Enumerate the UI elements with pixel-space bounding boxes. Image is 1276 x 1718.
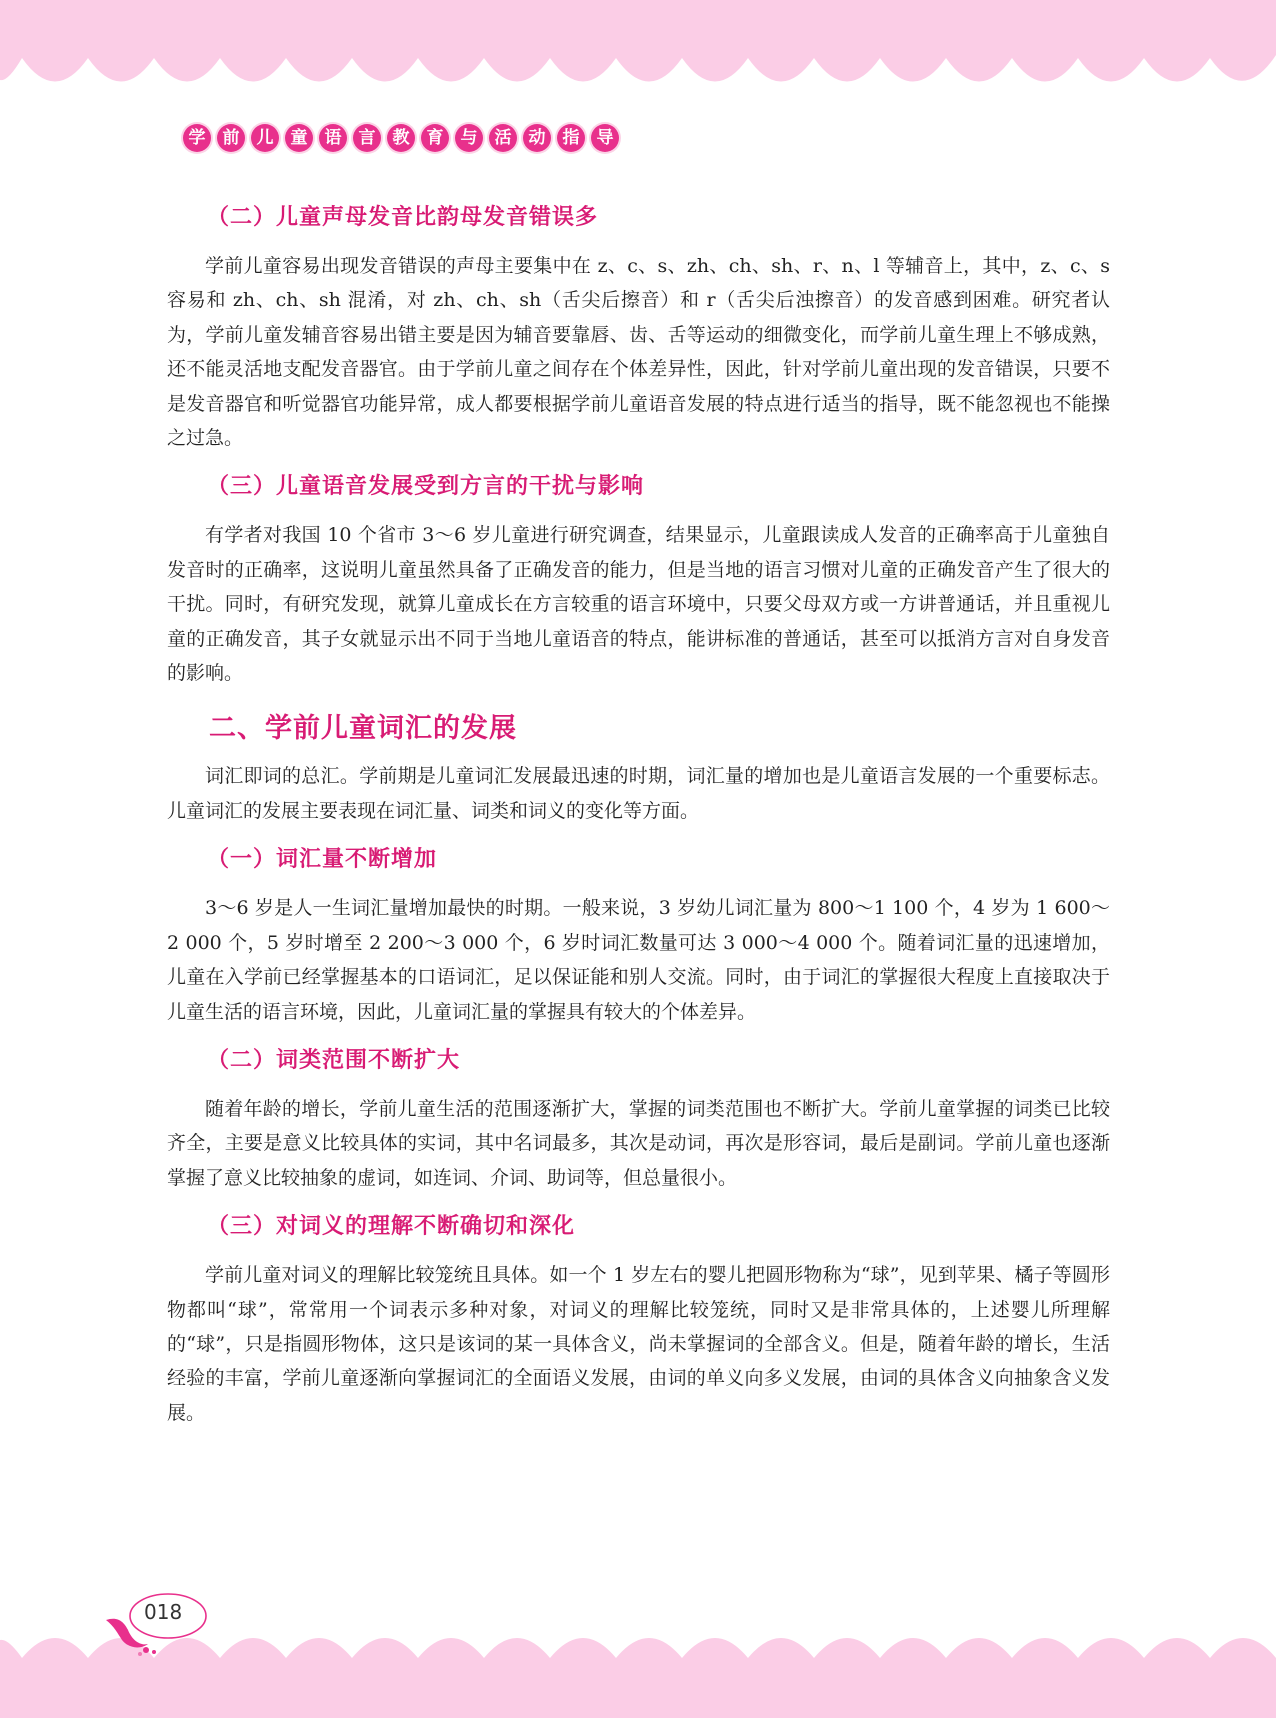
body-paragraph: 有学者对我国 10 个省市 3～6 岁儿童进行研究调查，结果显示，儿童跟读成人发音的正确率高于儿童独自发音时的正确率，这说明儿童虽然具备了正确发音的能力，但是当地的语言习惯对儿童的正确发音产生了很大的干扰。同时，有研究发现，就算儿童成长在方言较重的语言环境中，只要父母双方或一方讲普通话，并且重视儿童的正确发音，其子女就显示出不同于当地儿童语音的特点，能讲标准的普通话，甚至可以抵消方言对自身发音的影响。: [167, 524, 1110, 685]
flower-dot: [138, 1652, 142, 1656]
title-char: 教: [387, 124, 415, 152]
body-paragraph: 学前儿童容易出现发音错误的声母主要集中在 z、c、s、zh、ch、sh、r、n、l 等辅音上，其中，z、c、s 容易和 zh、ch、sh 混淆，对 zh、ch、sh（舌尖后擦音）和 r（舌尖后浊擦音）的发音感到困难。研究者认为，学前儿童发辅音容易出错主要是因为辅音要靠唇、齿、舌等运动的细微变化，而学前儿童生理上不够成熟，还不能灵活地支配发音器官。由于学前儿童之间存在个体差异性，因此，针对学前儿童出现的发音错误，只要不是发音器官和听觉器官功能异常，成人都要根据学前儿童语音发展的特点进行适当的指导，既不能忽视也不能操之过急。: [167, 255, 1110, 450]
page-number-badge: [100, 1590, 210, 1660]
top-decorative-band: [0, 0, 1276, 105]
body-paragraph: 词汇即词的总汇。学前期是儿童词汇发展最迅速的时期，词汇量的增加也是儿童语言发展的一个重要标志。儿童词汇的发展主要表现在词汇量、词类和词义的变化等方面。: [167, 765, 1110, 822]
title-char: 动: [523, 124, 551, 152]
section-heading: （三）儿童语音发展受到方言的干扰与影响: [207, 474, 645, 500]
bird-body: [106, 1619, 148, 1648]
title-char: 童: [285, 124, 313, 152]
page-content: [167, 200, 1110, 1444]
title-char: 言: [353, 124, 381, 152]
section-heading: （二）儿童声母发音比韵母发音错误多: [207, 205, 599, 230]
title-char: 导: [591, 124, 619, 152]
title-char: 儿: [251, 124, 279, 152]
title-char: 活: [489, 124, 517, 152]
title-char: 指: [557, 124, 585, 152]
title-char: 语: [319, 124, 347, 152]
section-heading: （二）词类范围不断扩大: [207, 1047, 461, 1073]
title-char: 前: [217, 124, 245, 152]
chapter-heading: 二、学前儿童词汇的发展: [209, 713, 517, 745]
section-heading: （三）对词义的理解不断确切和深化: [207, 1214, 576, 1240]
top-scallop-shape: [0, 0, 1276, 82]
page-number: 018: [144, 1600, 183, 1624]
body-paragraph: 随着年龄的增长，学前儿童生活的范围逐渐扩大，掌握的词类范围也不断扩大。学前儿童掌握的词类已比较齐全，主要是意义比较具体的实词，其中名词最多，其次是动词，再次是形容词，最后是副词。学前儿童也逐渐掌握了意义比较抽象的虚词，如连词、介词、助词等，但总量很小。: [167, 1097, 1110, 1189]
book-title-header: [183, 124, 619, 152]
title-char: 与: [455, 124, 483, 152]
body-paragraph: 学前儿童对词义的理解比较笼统且具体。如一个 1 岁左右的婴儿把圆形物称为“球”，见到苹果、橘子等圆形物都叫“球”，常常用一个词表示多种对象，对词义的理解比较笼统，同时又是非常具体的，上述婴儿所理解的“球”，只是指圆形物体，这只是该词的某一具体含义，尚未掌握词的全部含义。但是，随着年龄的增长，生活经验的丰富，学前儿童逐渐向掌握词汇的全面语义发展，由词的单义向多义发展，由词的具体含义向抽象含义发展。: [167, 1264, 1110, 1424]
flower-dot: [143, 1647, 149, 1653]
title-char: 学: [183, 124, 211, 152]
section-heading: （一）词汇量不断增加: [207, 847, 438, 873]
title-char: 育: [421, 124, 449, 152]
flower-dot: [152, 1650, 156, 1654]
body-paragraph: 3～6 岁是人一生词汇量增加最快的时期。一般来说，3 岁幼儿词汇量为 800～1 100 个，4 岁为 1 600～2 000 个，5 岁时增至 2 200～3 000 个，6 岁时词汇数量可达 3 000～4 000 个。随着词汇量的迅速增加，儿童在入学前已经掌握基本的口语词汇，足以保证能和别人交流。同时，由于词汇的掌握很大程度上直接取决于儿童生活的语言环境，因此，儿童词汇量的掌握具有较大的个体差异。: [167, 897, 1110, 1023]
